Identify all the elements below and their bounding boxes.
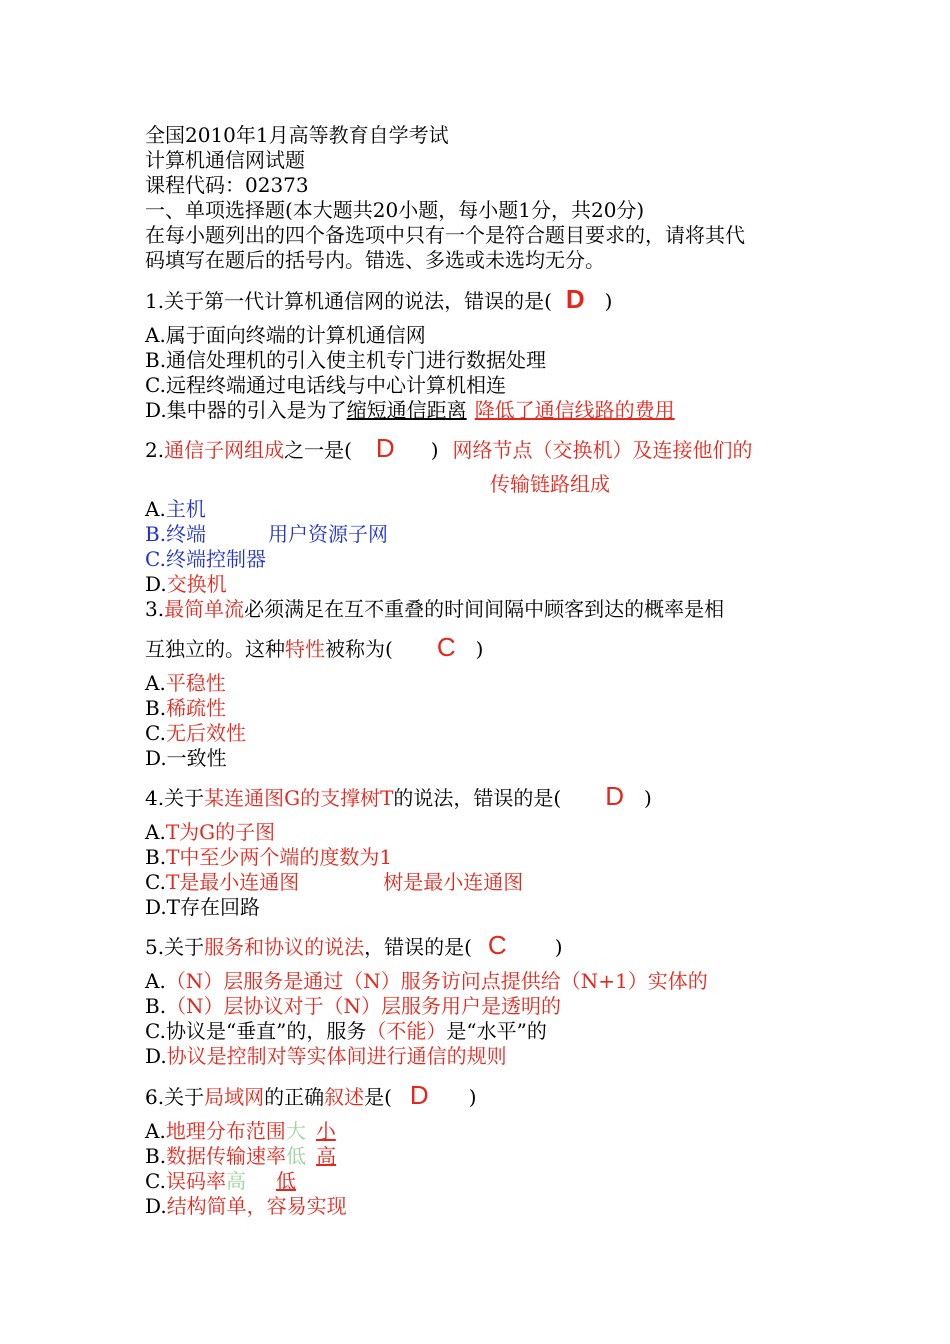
instructions-line-1: 在每小题列出的四个备选项中只有一个是符合题目要求的，请将其代 — [145, 223, 745, 247]
question-1-option-b: B.通信处理机的引入使主机专门进行数据处理 — [145, 348, 547, 372]
question-4-option-b: B.T中至少两个端的度数为1 — [145, 845, 393, 869]
course-code: 课程代码：02373 — [145, 173, 309, 197]
question-6-answer: D — [409, 1080, 429, 1110]
question-2-note-line-2: 传输链路组成 — [490, 472, 610, 496]
exam-subject: 计算机通信网试题 — [145, 148, 305, 172]
question-1-option-c: C.远程终端通过电话线与中心计算机相连 — [145, 373, 506, 397]
question-2-option-b-note: 用户资源子网 — [268, 522, 389, 546]
question-4-option-c: C.T是最小连通图 树是最小连通图 — [145, 870, 524, 894]
exam-title: 全国2010年1月高等教育自学考试 — [145, 123, 449, 147]
question-3-option-d: D.一致性 — [145, 746, 227, 770]
question-3-stem-line-2: 互独立的。这种特性被称为( C ) — [145, 632, 484, 662]
question-5-stem: 5.关于服务和协议的说法，错误的是( C ) — [145, 930, 563, 960]
question-4-option-a: A.T为G的子图 — [145, 820, 276, 844]
question-5-answer: C — [487, 930, 507, 960]
question-6-option-d: D.结构简单，容易实现 — [145, 1194, 347, 1218]
question-6-stem: 6.关于局域网的正确叙述是( D ) — [145, 1080, 477, 1110]
question-5-option-b: B.（N）层协议对于（N）层服务用户是透明的 — [145, 994, 562, 1018]
question-6-option-a: A.地理分布范围大 小 — [145, 1119, 336, 1143]
question-2-option-a: A.主机 — [145, 497, 206, 521]
question-4-stem: 4.关于某连通图G的支撑树T的说法，错误的是( D ) — [145, 781, 652, 811]
question-1-answer: D — [565, 284, 585, 314]
instructions-line-2: 码填写在题后的括号内。错选、多选或未选均无分。 — [145, 248, 605, 272]
question-5-option-c: C.协议是“垂直”的，服务（不能）是“水平”的 — [145, 1019, 547, 1043]
question-3-option-a: A.平稳性 — [145, 671, 226, 695]
question-3-stem: 3.最简单流必须满足在互不重叠的时间间隔中顾客到达的概率是相 — [145, 597, 725, 621]
struck-text: 低 — [286, 1144, 307, 1168]
question-4-option-c-note: 树是最小连通图 — [383, 870, 524, 894]
question-1-option-a: A.属于面向终端的计算机通信网 — [145, 323, 426, 347]
question-1-option-d: D.集中器的引入是为了缩短通信距离 降低了通信线路的费用 — [145, 398, 675, 422]
question-2-stem: 2.通信子网组成之一是( D ) 网络节点（交换机）及连接他们的 — [145, 433, 753, 463]
question-6-option-b: B.数据传输速率低 高 — [145, 1144, 337, 1168]
question-1-stem: 1.关于第一代计算机通信网的说法，错误的是( D ) — [145, 284, 613, 314]
question-3-option-b: B.稀疏性 — [145, 696, 227, 720]
correction-text: 降低了通信线路的费用 — [474, 398, 675, 422]
section-heading: 一、单项选择题(本大题共20小题，每小题1分，共20分) — [145, 198, 645, 222]
question-5-option-a: A.（N）层服务是通过（N）服务访问点提供给（N+1）实体的 — [145, 969, 708, 993]
struck-text: 高 — [225, 1169, 246, 1193]
correction-text: 低 — [275, 1169, 296, 1193]
question-2-option-b: B.终端 用户资源子网 — [145, 522, 389, 546]
correction-text: 小 — [315, 1119, 336, 1143]
question-3-answer: C — [436, 632, 456, 662]
question-2-option-c: C.终端控制器 — [145, 547, 266, 571]
question-3-option-c: C.无后效性 — [145, 721, 246, 745]
question-6-option-c: C.误码率高 低 — [145, 1169, 296, 1193]
question-2-answer: D — [375, 433, 395, 463]
correction-text: 高 — [316, 1144, 337, 1168]
question-2-option-d: D.交换机 — [145, 572, 227, 596]
struck-text: 大 — [285, 1119, 306, 1143]
question-5-option-d: D.协议是控制对等实体间进行通信的规则 — [145, 1044, 507, 1068]
question-4-option-d: D.T存在回路 — [145, 895, 261, 919]
struck-text: 缩短通信距离 — [346, 398, 467, 422]
question-2-note: 网络节点（交换机）及连接他们的 — [452, 438, 753, 462]
question-4-answer: D — [605, 781, 625, 811]
